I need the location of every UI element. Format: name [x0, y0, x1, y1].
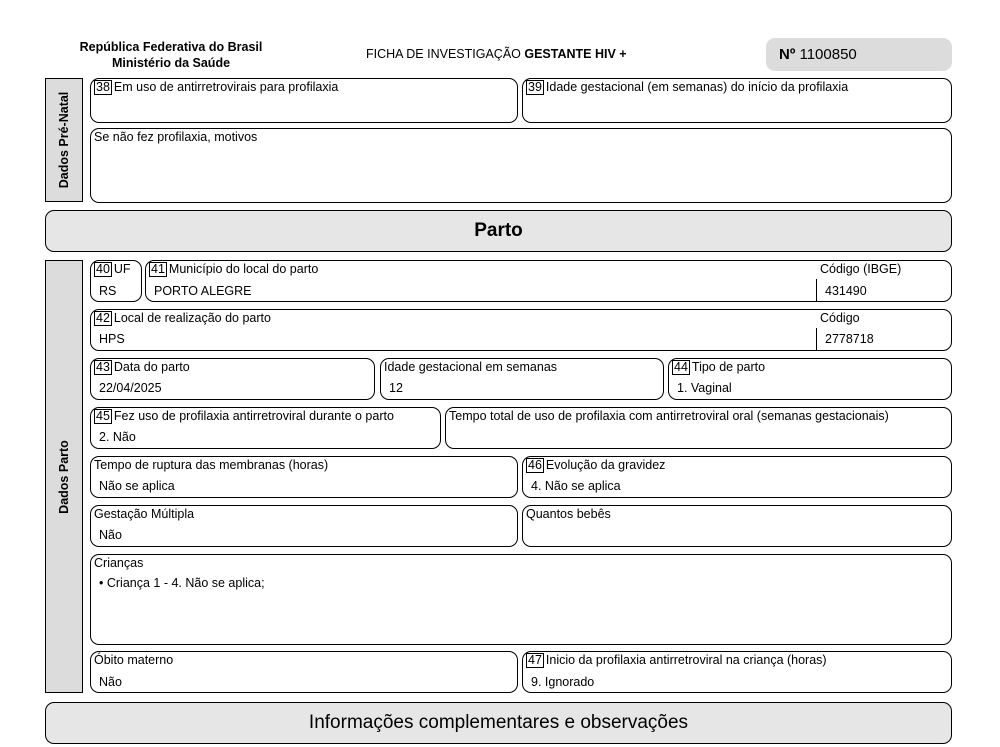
field-46-value: 4. Não se aplica — [531, 479, 621, 493]
field-ruptura[interactable] — [90, 456, 518, 498]
field-number: 46 — [528, 458, 542, 472]
field-46[interactable] — [522, 456, 952, 498]
section-title-parto: Parto — [45, 210, 952, 252]
field-38[interactable] — [90, 78, 518, 123]
form-number-value: 1100850 — [799, 46, 857, 63]
field-41-value: PORTO ALEGRE — [154, 284, 252, 298]
field-42[interactable] — [90, 309, 952, 351]
field-motivos-label: Se não fez profilaxia, motivos — [94, 130, 258, 144]
field-41-code-value: 431490 — [825, 284, 867, 298]
field-idade-gestacional-value: 12 — [389, 381, 403, 395]
field-40-label: UF — [113, 262, 131, 276]
form-number-label: Nº — [779, 46, 796, 63]
field-42-value: HPS — [99, 332, 125, 346]
prenatal-side-label: Dados Pré-Natal — [45, 78, 83, 202]
crianca-list-item: • Criança 1 - 4. Não se aplica; — [99, 576, 265, 590]
field-gestacao-multipla[interactable] — [90, 505, 518, 547]
field-44-value: 1. Vaginal — [677, 381, 732, 395]
field-42-label: Local de realização do parto — [113, 311, 271, 325]
field-39-label: Idade gestacional (em semanas) do início da profilaxia — [545, 80, 849, 94]
field-42-code-value: 2778718 — [825, 332, 874, 346]
field-45-label: Fez uso de profilaxia antirretroviral durante o parto — [113, 409, 394, 423]
field-44[interactable] — [668, 358, 952, 400]
field-number: 47 — [528, 653, 542, 667]
field-45-value: 2. Não — [99, 430, 136, 444]
field-46-label: Evolução da gravidez — [545, 458, 666, 472]
divider — [816, 279, 817, 301]
field-41-code-label: Código (IBGE) — [820, 262, 902, 276]
field-43-value: 22/04/2025 — [99, 381, 162, 395]
field-ruptura-label: Tempo de ruptura das membranas (horas) — [94, 458, 329, 472]
field-number: 40 — [96, 262, 110, 276]
field-44-label: Tipo de parto — [691, 360, 766, 374]
field-gestacao-multipla-value: Não — [99, 528, 122, 542]
field-number: 45 — [96, 409, 110, 423]
field-38-label: Em uso de antirretrovirais para profilaxia — [113, 80, 339, 94]
field-40-value: RS — [99, 284, 117, 298]
field-40[interactable] — [90, 260, 142, 302]
field-gestacao-multipla-label: Gestação Múltipla — [94, 507, 195, 521]
field-43-label: Data do parto — [113, 360, 190, 374]
field-idade-gestacional-label: Idade gestacional em semanas — [384, 360, 558, 374]
field-number: 42 — [96, 311, 110, 325]
field-number: 44 — [674, 360, 688, 374]
field-quantos-bebes[interactable] — [522, 505, 952, 547]
field-number: 41 — [151, 262, 165, 276]
field-47[interactable] — [522, 651, 952, 693]
form-title-bold: GESTANTE HIV + — [524, 47, 627, 61]
section-title-info: Informações complementares e observações — [45, 702, 952, 744]
field-43[interactable] — [90, 358, 375, 400]
field-ruptura-value: Não se aplica — [99, 479, 175, 493]
field-obito-materno-label: Óbito materno — [94, 653, 174, 667]
form-number — [766, 38, 952, 71]
form-title — [366, 47, 627, 61]
form-title-prefix: FICHA DE INVESTIGAÇÃO — [366, 47, 521, 61]
field-41-label: Município do local do parto — [168, 262, 319, 276]
field-obito-materno[interactable] — [90, 651, 518, 693]
field-39[interactable] — [522, 78, 952, 123]
field-obito-materno-value: Não — [99, 675, 122, 689]
field-tempo-total[interactable] — [445, 407, 952, 449]
field-number: 38 — [96, 80, 110, 94]
field-number: 39 — [528, 80, 542, 94]
field-42-code-label: Código — [820, 311, 860, 325]
field-quantos-bebes-label: Quantos bebês — [526, 507, 611, 521]
field-number: 43 — [96, 360, 110, 374]
field-motivos[interactable] — [90, 128, 952, 203]
field-47-label: Inicio da profilaxia antirretroviral na criança (horas) — [545, 653, 827, 667]
org-line-2: Ministério da Saúde — [111, 56, 231, 70]
divider — [816, 328, 817, 350]
field-idade-gestacional[interactable] — [380, 358, 664, 400]
org-line-1: República Federativa do Brasil — [79, 40, 263, 54]
field-47-value: 9. Ignorado — [531, 675, 595, 689]
field-tempo-total-label: Tempo total de uso de profilaxia com antirretroviral oral (semanas gestacionais) — [449, 409, 889, 423]
field-criancas-label: Crianças — [94, 556, 144, 570]
field-45[interactable] — [90, 407, 441, 449]
parto-side-label: Dados Parto — [45, 260, 83, 693]
field-41[interactable] — [145, 260, 952, 302]
org-header — [60, 39, 282, 71]
field-criancas[interactable] — [90, 554, 952, 645]
